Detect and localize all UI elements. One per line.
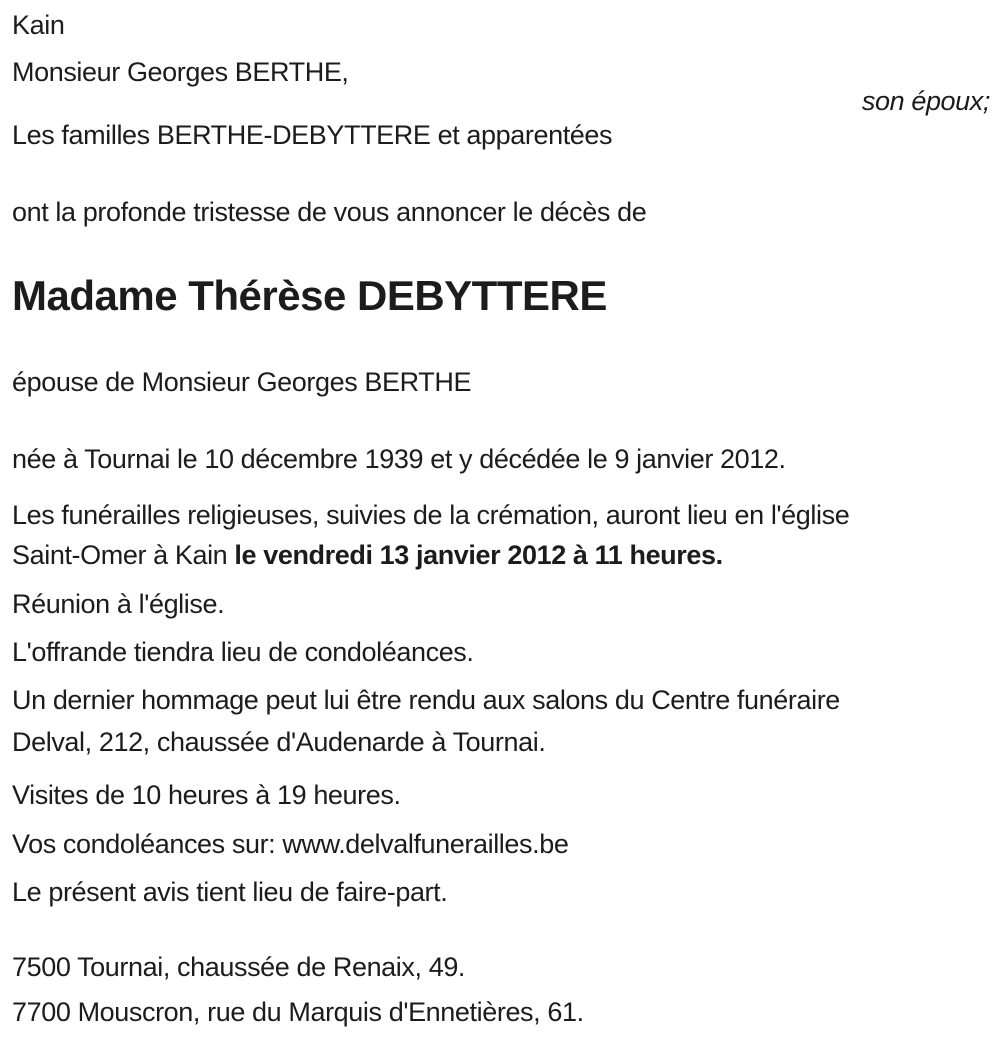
address-line-2: 7700 Mouscron, rue du Marquis d'Ennetières, 61. — [12, 997, 584, 1027]
families-line: Les familles BERTHE-DEBYTTERE et apparentées — [12, 120, 613, 150]
notice-line: Le présent avis tient lieu de faire-part. — [12, 877, 448, 907]
tribute-line-1: Un dernier hommage peut lui être rendu aux salons du Centre funéraire — [12, 685, 840, 715]
condolences-label: Vos condoléances sur: — [12, 829, 283, 859]
intro-line: ont la profonde tristesse de vous annoncer le décès de — [12, 197, 647, 227]
condolences-line — [12, 827, 568, 861]
funeral-line-2 — [12, 538, 723, 572]
place-line: Kain — [12, 10, 65, 40]
funeral-line-1: Les funérailles religieuses, suivies de la crémation, auront lieu en l'église — [12, 500, 850, 530]
offering-line: L'offrande tiendra lieu de condoléances. — [12, 637, 474, 667]
address-line-1: 7500 Tournai, chaussée de Renaix, 49. — [12, 952, 466, 982]
funeral-line-2-location: Saint-Omer à Kain — [12, 540, 235, 570]
birth-death-line: née à Tournai le 10 décembre 1939 et y décédée le 9 janvier 2012. — [12, 444, 786, 474]
meeting-line: Réunion à l'église. — [12, 589, 225, 619]
husband-line: Monsieur Georges BERTHE, — [12, 57, 349, 87]
spouse-line: épouse de Monsieur Georges BERTHE — [12, 367, 472, 397]
tribute-line-2: Delval, 212, chaussée d'Audenarde à Tournai. — [12, 727, 546, 757]
condolences-website: www.delvalfunerailles.be — [282, 829, 569, 859]
funeral-date-time: le vendredi 13 janvier 2012 à 11 heures. — [234, 540, 723, 570]
husband-relation-line: son époux; — [861, 86, 990, 116]
visits-line: Visites de 10 heures à 19 heures. — [12, 780, 401, 810]
deceased-name: Madame Thérèse DEBYTTERE — [12, 272, 607, 319]
